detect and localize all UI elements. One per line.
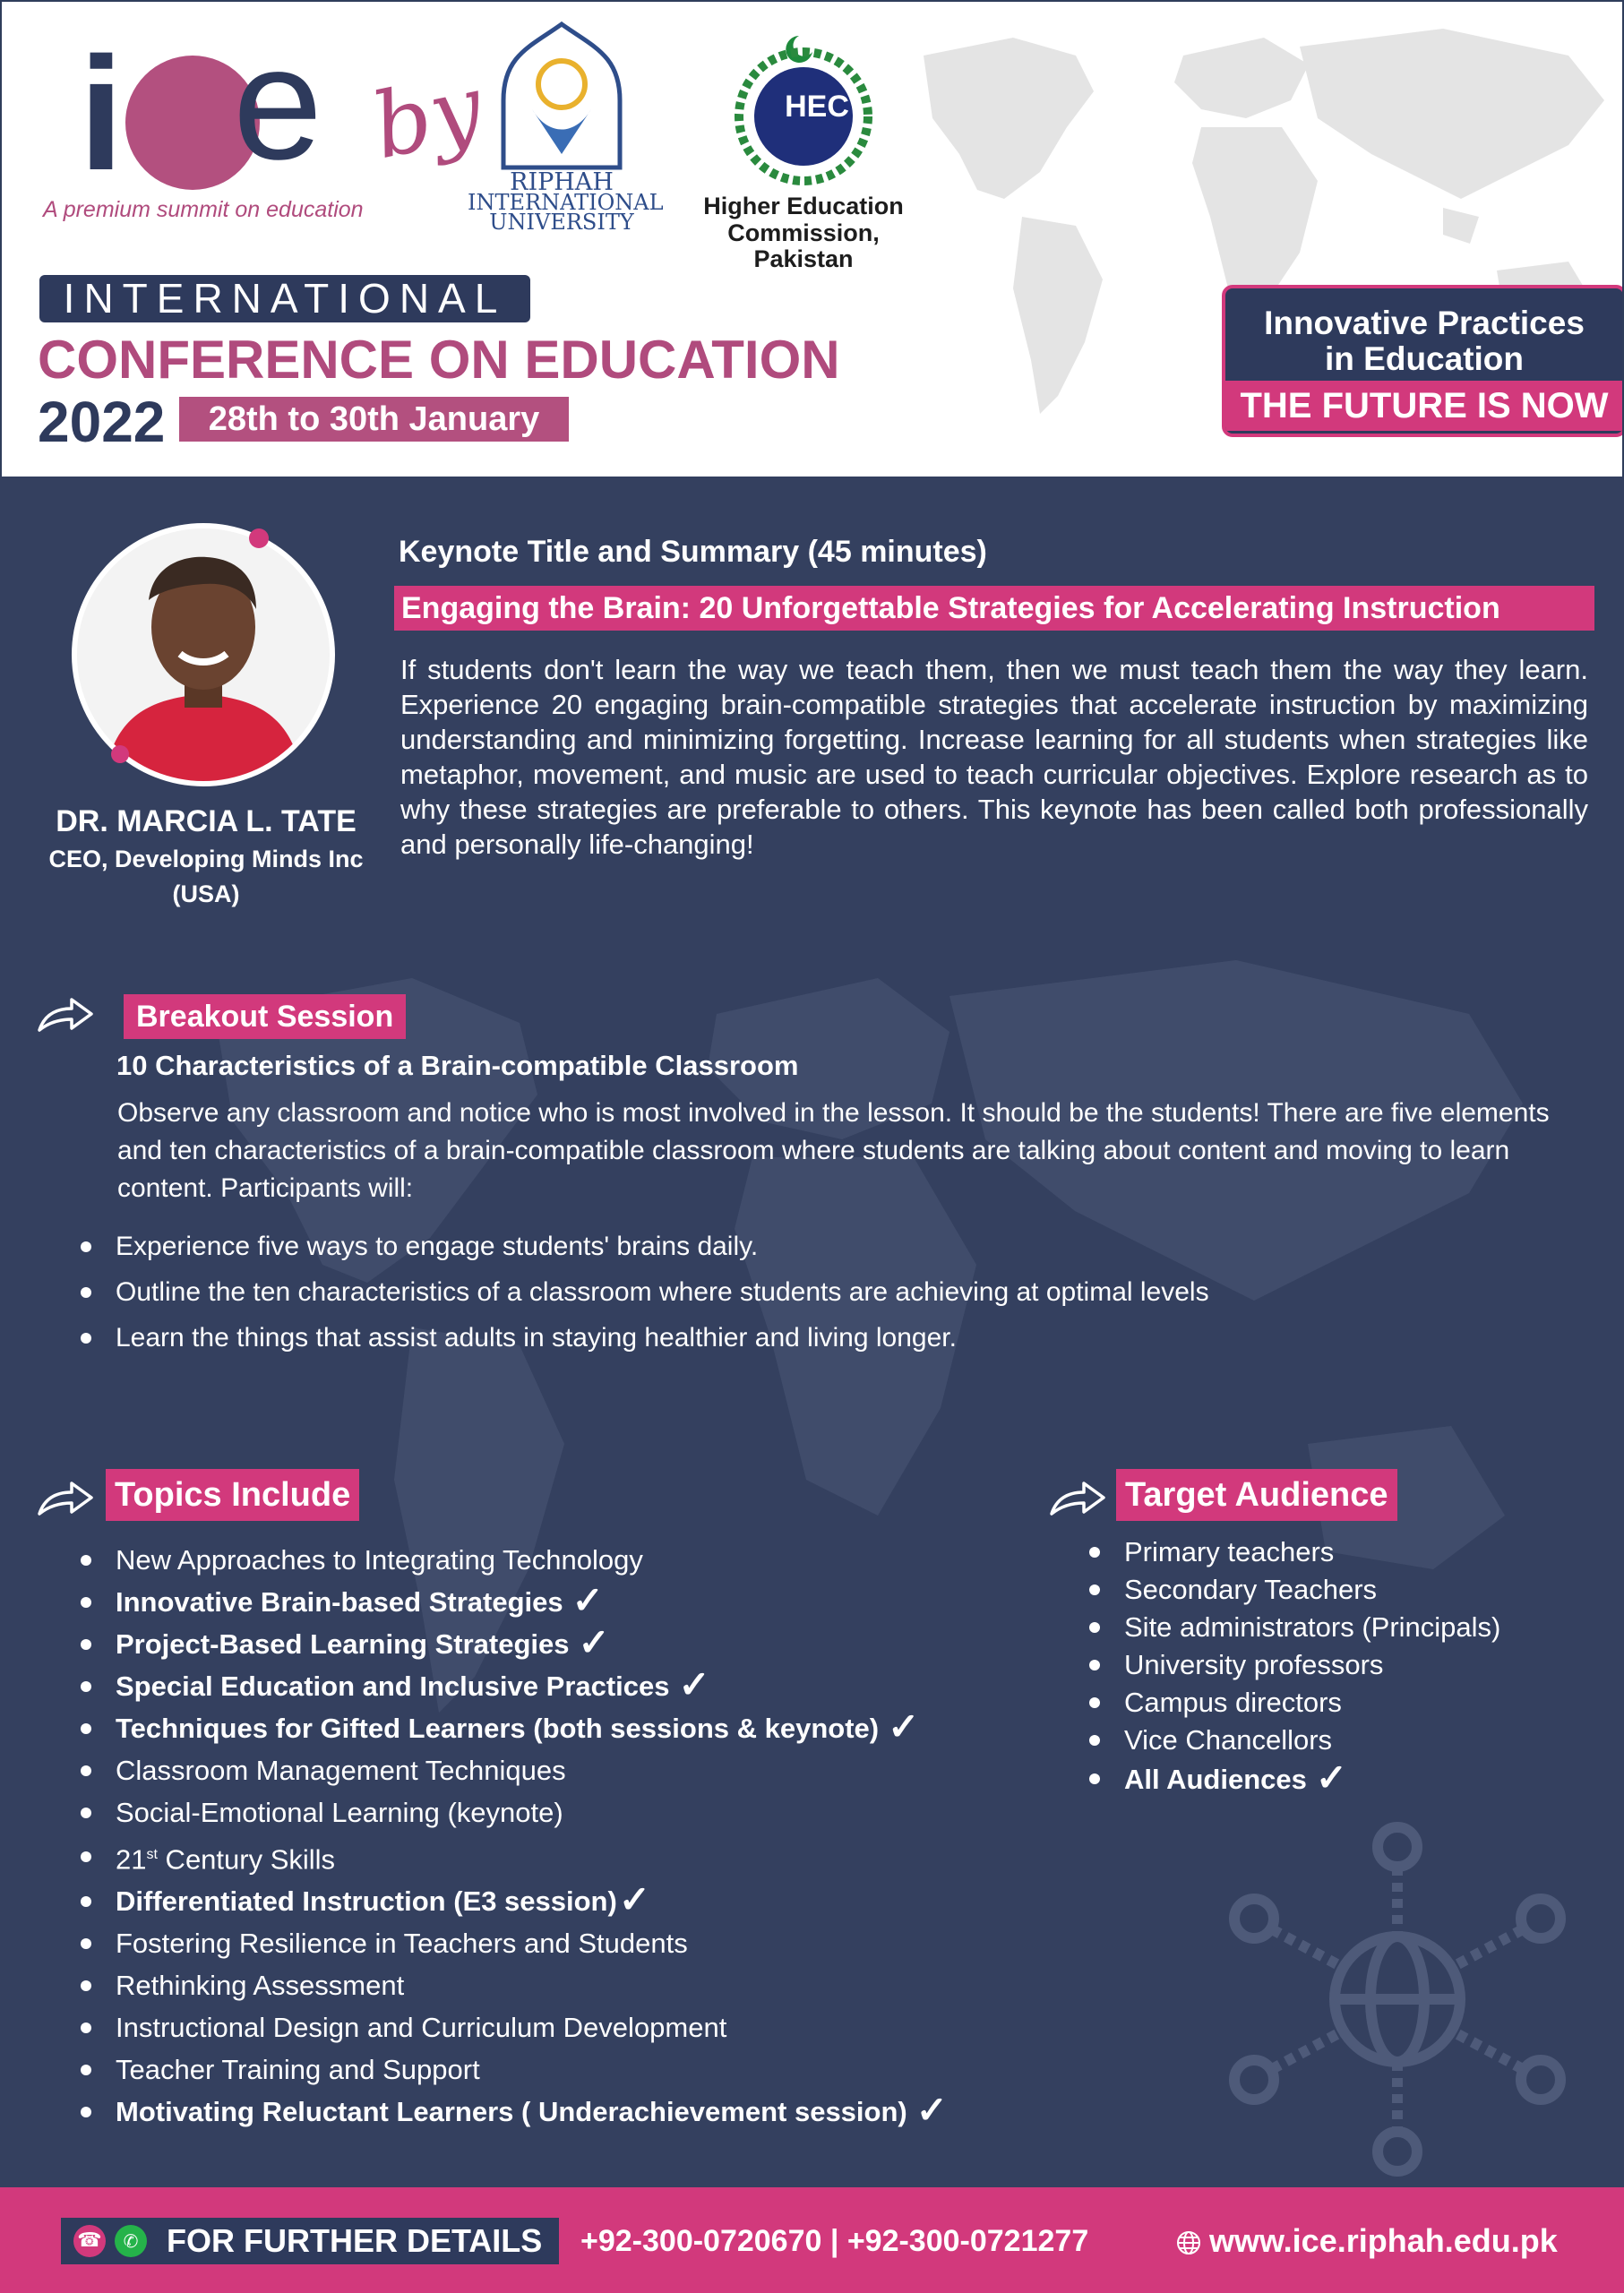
topic-text: Special Education and Inclusive Practices bbox=[116, 1670, 670, 1702]
riphah-name-line1: RIPHAH bbox=[510, 168, 614, 196]
list-item bbox=[75, 1922, 948, 1964]
international-badge bbox=[39, 275, 530, 322]
share-arrow-icon bbox=[36, 994, 95, 1034]
check-icon: ✓ bbox=[618, 1878, 651, 1921]
list-item: University professors bbox=[1084, 1646, 1500, 1684]
list-item: Learn the things that assist adults in staying healthier and living longer. bbox=[75, 1315, 1209, 1361]
riphah-logo bbox=[468, 20, 664, 244]
list-item: Site administrators (Principals) bbox=[1084, 1609, 1500, 1646]
further-details-badge bbox=[61, 2218, 559, 2264]
hec-name-line2: Commission, Pakistan bbox=[727, 219, 880, 273]
riphah-name bbox=[468, 168, 664, 235]
list-item bbox=[75, 1623, 948, 1665]
ordinal-suffix: st bbox=[146, 1847, 158, 1862]
topic-text: Differentiated Instruction (E3 session) bbox=[116, 1885, 617, 1918]
list-item bbox=[75, 2048, 948, 2091]
list-item: Campus directors bbox=[1084, 1684, 1500, 1722]
list-item bbox=[75, 2091, 948, 2133]
audience-list bbox=[1084, 1533, 1500, 1799]
ice-logo-e: e bbox=[233, 13, 323, 193]
topic-text: Innovative Brain-based Strategies bbox=[116, 1586, 563, 1618]
whatsapp-icon: ✆ bbox=[115, 2225, 147, 2257]
speaker-photo bbox=[72, 523, 335, 786]
photo-accent-dot-top bbox=[249, 528, 269, 548]
topic-text: Instructional Design and Curriculum Development bbox=[116, 2012, 727, 2044]
by-script: by bbox=[364, 54, 492, 180]
future-banner bbox=[1225, 381, 1623, 431]
keynote-title: Keynote Title and Summary (45 minutes) bbox=[399, 535, 987, 569]
globe-icon bbox=[1175, 2229, 1202, 2256]
breakout-session-label: Breakout Session bbox=[124, 994, 406, 1039]
list-item bbox=[75, 1707, 948, 1749]
list-item bbox=[75, 2006, 948, 2048]
share-arrow-icon bbox=[1048, 1478, 1107, 1517]
list-item bbox=[75, 1749, 948, 1791]
check-icon: ✓ bbox=[915, 2089, 948, 2132]
international-text: INTERNATIONAL bbox=[63, 275, 507, 322]
topic-text: 21 bbox=[116, 1843, 147, 1876]
website-link[interactable]: www.ice.riphah.edu.pk bbox=[1209, 2222, 1558, 2259]
topic-text-rest: Century Skills bbox=[157, 1843, 336, 1876]
check-icon: ✓ bbox=[571, 1579, 604, 1621]
breakout-description: Observe any classroom and notice who is most involved in the lesson. It should be the students! There are five elements and ten characteristics of a brain-compatible classroom where students are talking about content and moving to learn content. Participants will: bbox=[117, 1098, 1550, 1203]
topics-list bbox=[75, 1539, 948, 2133]
photo-accent-dot-bottom bbox=[111, 745, 129, 763]
list-item: Outline the ten characteristics of a classroom where students are achieving at optimal levels bbox=[75, 1269, 1209, 1315]
list-item bbox=[75, 1665, 948, 1707]
hec-name-line1: Higher Education bbox=[703, 193, 904, 219]
theme-box bbox=[1222, 285, 1624, 437]
list-item bbox=[75, 1791, 948, 1834]
riphah-name-line3: UNIVERSITY bbox=[489, 209, 634, 235]
breakout-subtitle: 10 Characteristics of a Brain-compatible Classroom bbox=[116, 1050, 799, 1081]
main-section bbox=[0, 477, 1624, 2187]
keynote-summary: If students don't learn the way we teach them, then we must teach them the way they learn. Experience 20 engaging brain-compatible strategies that accelerate instruction by maximizing understanding and minimizing forgetting. Increase learning for all students when strategies like metaphor, movement, and music are used to teach curricular objectives. Explore research as to why these strategies are preferable to others. This keynote has been called both professionally and personally life-changing! bbox=[400, 654, 1588, 860]
breakout-list bbox=[75, 1224, 1209, 1361]
dates-text: 28th to 30th January bbox=[208, 400, 540, 438]
list-item bbox=[75, 1880, 948, 1922]
list-item bbox=[75, 1964, 948, 2006]
further-details-label: FOR FURTHER DETAILS bbox=[167, 2222, 543, 2259]
topic-text: Motivating Reluctant Learners ( Underachievement session) bbox=[116, 2096, 907, 2128]
topics-include-label: Topics Include bbox=[106, 1469, 359, 1521]
global-network-icon bbox=[1218, 1820, 1577, 2178]
footer bbox=[0, 2187, 1624, 2293]
share-arrow-icon bbox=[36, 1478, 95, 1517]
ice-logo bbox=[79, 13, 339, 204]
keynote-subtitle-band bbox=[394, 586, 1594, 631]
list-item: Vice Chancellors bbox=[1084, 1722, 1500, 1759]
conference-title: CONFERENCE ON EDUCATION bbox=[38, 330, 840, 390]
ice-logo-i: i bbox=[79, 24, 125, 204]
speaker-role-line2: (USA) bbox=[172, 880, 240, 908]
phone-icon: ☎ bbox=[73, 2225, 106, 2257]
conference-year: 2022 bbox=[38, 390, 166, 454]
speaker-portrait bbox=[77, 528, 330, 781]
topic-text: Social-Emotional Learning (keynote) bbox=[116, 1797, 563, 1828]
dates-badge bbox=[179, 397, 569, 442]
future-text: THE FUTURE IS NOW bbox=[1240, 386, 1609, 425]
check-icon: ✓ bbox=[1315, 1756, 1348, 1799]
ice-tagline: A premium summit on education bbox=[43, 197, 364, 222]
speaker-role bbox=[18, 842, 394, 912]
speaker-name: DR. MARCIA L. TATE bbox=[56, 804, 357, 838]
hec-emblem-icon bbox=[683, 27, 924, 193]
topic-text: Teacher Training and Support bbox=[116, 2054, 480, 2086]
topic-text: Rethinking Assessment bbox=[116, 1970, 405, 2002]
list-item bbox=[75, 1834, 948, 1880]
target-audience-label: Target Audience bbox=[1116, 1469, 1397, 1521]
check-icon: ✓ bbox=[888, 1705, 920, 1748]
theme-line2: in Education bbox=[1325, 340, 1524, 377]
check-icon: ✓ bbox=[678, 1663, 710, 1705]
keynote-subtitle: Engaging the Brain: 20 Unforgettable Strategies for Accelerating Instruction bbox=[401, 591, 1500, 625]
topic-text: Fostering Resilience in Teachers and Students bbox=[116, 1928, 688, 1960]
phone-numbers[interactable]: +92-300-0720670 | +92-300-0721277 bbox=[580, 2224, 1089, 2258]
list-item: Secondary Teachers bbox=[1084, 1571, 1500, 1609]
riphah-emblem-icon bbox=[468, 20, 656, 172]
list-item: Primary teachers bbox=[1084, 1533, 1500, 1571]
list-item bbox=[1084, 1756, 1500, 1799]
list-item bbox=[75, 1539, 948, 1581]
topic-text: New Approaches to Integrating Technology bbox=[116, 1544, 643, 1576]
audience-text: All Audiences bbox=[1124, 1764, 1307, 1795]
topic-text: Project-Based Learning Strategies bbox=[116, 1628, 570, 1660]
speaker-role-line1: CEO, Developing Minds Inc bbox=[48, 846, 364, 872]
hec-logo bbox=[683, 27, 924, 273]
svg-text:HEC: HEC bbox=[785, 90, 849, 124]
hec-name bbox=[683, 193, 924, 273]
topic-text: Classroom Management Techniques bbox=[116, 1755, 566, 1786]
list-item: Experience five ways to engage students' brains daily. bbox=[75, 1224, 1209, 1269]
list-item bbox=[75, 1581, 948, 1623]
riphah-name-line2: INTERNATIONAL bbox=[468, 190, 664, 216]
header bbox=[0, 0, 1624, 477]
theme-line1: Innovative Practices bbox=[1264, 305, 1585, 341]
topic-text: Techniques for Gifted Learners (both sessions & keynote) bbox=[116, 1713, 880, 1744]
check-icon: ✓ bbox=[578, 1621, 610, 1663]
